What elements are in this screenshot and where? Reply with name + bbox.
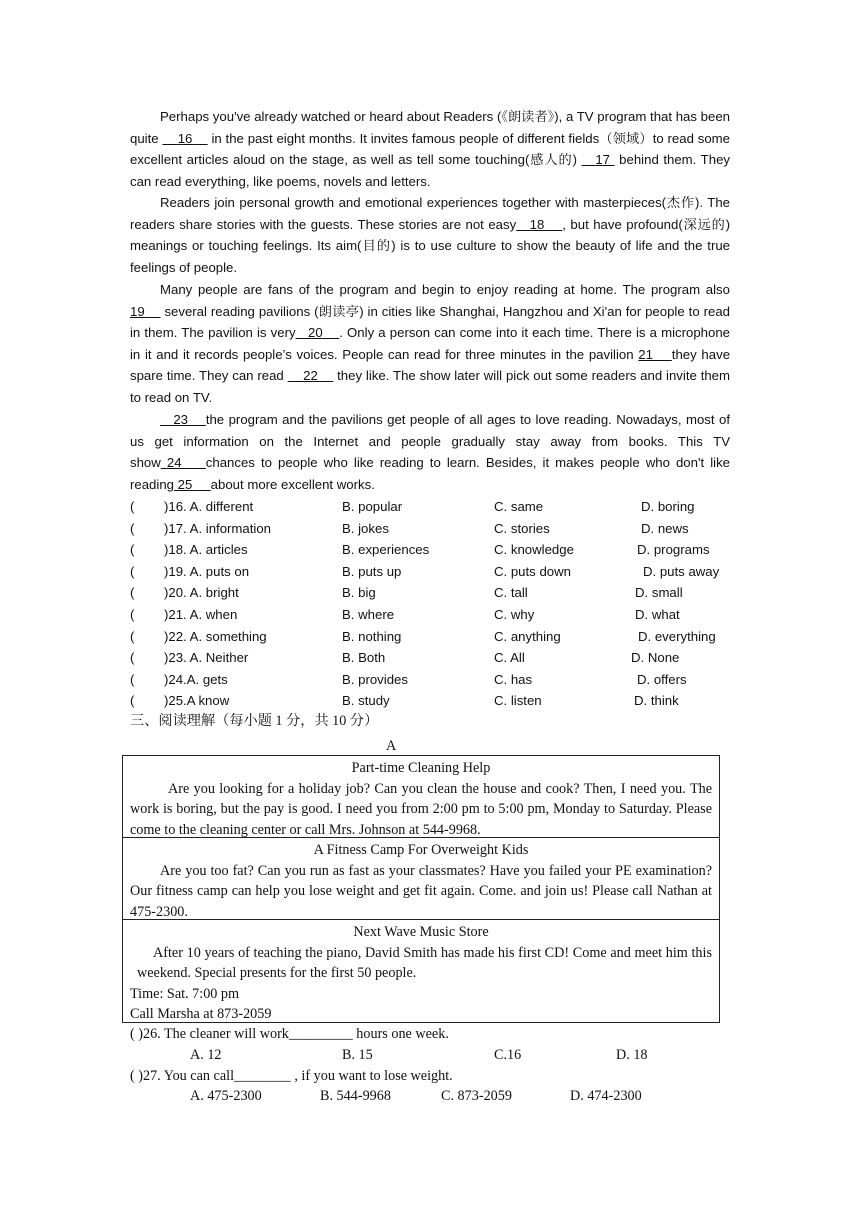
option-c: C. why bbox=[494, 606, 535, 622]
option-a: )20. A. bright bbox=[164, 585, 239, 601]
option-a: A. 475-2300 bbox=[190, 1088, 262, 1104]
option-d: D. puts away bbox=[643, 563, 720, 579]
option-d: D. offers bbox=[637, 671, 687, 687]
ad-title: A Fitness Camp For Overweight Kids bbox=[313, 842, 529, 858]
option-b: B. experiences bbox=[342, 542, 430, 558]
cloze-text: . Only a person can come into it each time. There is a microphone in it and it records people’s voices. People can read for three minutes in the pavilion bbox=[130, 325, 730, 362]
ad-time: Time: Sat. 7:00 pm bbox=[130, 985, 240, 1002]
option-row-21 bbox=[130, 604, 730, 626]
option-row-22 bbox=[130, 626, 730, 648]
option-b: B. popular bbox=[342, 499, 403, 514]
answer-paren: ( bbox=[130, 606, 135, 622]
question-27: ( )27. You can call________ , if you want to lose weight. bbox=[130, 1068, 453, 1084]
option-row-18 bbox=[130, 539, 730, 561]
option-b: B. jokes bbox=[342, 520, 389, 536]
option-c: C. tall bbox=[494, 585, 528, 601]
question-26: ( )26. The cleaner will work_________ hours one week. bbox=[130, 1026, 449, 1042]
cloze-text: Readers join personal growth and emotional experiences together with masterpieces(杰作). The readers share stories with the guests. These stories are not easy bbox=[130, 195, 730, 232]
blank-21: 21 bbox=[638, 346, 653, 362]
option-c: C. has bbox=[494, 671, 533, 687]
blank-19: 19 bbox=[130, 303, 145, 319]
blank-20: 20 bbox=[308, 325, 323, 341]
cloze-text: behind them. They can read everything, like poems, novels and letters. bbox=[130, 152, 730, 189]
option-b: B. Both bbox=[342, 650, 386, 666]
cloze-paragraph-1 bbox=[130, 106, 730, 192]
cloze-text: Perhaps you've already watched or heard about Readers (《朗读者》), a TV program that has been quite bbox=[130, 109, 730, 146]
option-b: B. big bbox=[342, 585, 376, 601]
option-b: B. nothing bbox=[342, 628, 402, 644]
blank-23: 23 bbox=[173, 412, 189, 427]
ad-body: Are you too fat? Can you run as fast as your classmates? Have you failed your PE examination? Our fitness camp can help you lose weight and get fit again. Come. and join us! Please call Nathan at 475-2300. bbox=[130, 862, 712, 920]
option-c: C. puts down bbox=[494, 563, 571, 579]
blank-18: 18 bbox=[529, 216, 545, 232]
option-a: )22. A. something bbox=[164, 628, 267, 644]
option-c: C. All bbox=[494, 650, 525, 666]
option-a: )24.A. gets bbox=[164, 671, 228, 687]
ad-cleaning-help bbox=[122, 755, 720, 838]
blank-25: 25 bbox=[177, 476, 193, 492]
option-row-23 bbox=[130, 647, 730, 669]
option-d: D. think bbox=[634, 693, 679, 709]
option-b: B. 544-9968 bbox=[320, 1088, 391, 1104]
ad-contact: Call Marsha at 873-2059 bbox=[130, 1006, 272, 1023]
cloze-paragraph-3 bbox=[130, 279, 730, 409]
ad-fitness-camp bbox=[122, 837, 720, 920]
option-a: )25.A know bbox=[164, 693, 230, 709]
option-d: D. everything bbox=[638, 628, 716, 644]
answer-paren: ( bbox=[130, 563, 135, 579]
option-a: A. 12 bbox=[190, 1047, 222, 1063]
answer-paren: ( bbox=[130, 520, 135, 536]
option-b: B. where bbox=[342, 606, 395, 622]
option-a: )19. A. puts on bbox=[164, 563, 250, 579]
option-row-24 bbox=[130, 669, 730, 691]
option-row-17 bbox=[130, 518, 730, 540]
option-row-19 bbox=[130, 561, 730, 583]
cloze-text: they like. The show later will pick out some readers and invite them to read on TV. bbox=[130, 368, 731, 405]
option-d: D. boring bbox=[641, 499, 695, 514]
option-b: B. study bbox=[342, 693, 390, 709]
blank-16: 16 bbox=[177, 130, 193, 146]
passage-letter: A bbox=[386, 738, 397, 754]
answer-paren: ( bbox=[130, 585, 135, 601]
answer-paren: ( bbox=[130, 542, 135, 558]
cloze-text: , but have profound(深远的) meanings or touching feelings. Its aim(目的) is to use culture to show the beauty of life and the true feelings of people. bbox=[130, 216, 730, 275]
option-c: C. same bbox=[494, 499, 544, 514]
cloze-text: chances to people who like reading to learn. Besides, it makes people who don't like reading bbox=[130, 455, 730, 492]
cloze-text: they have spare time. They can read bbox=[130, 346, 731, 384]
option-c: C. knowledge bbox=[494, 542, 574, 558]
option-a: )23. A. Neither bbox=[164, 650, 249, 666]
answer-paren: ( bbox=[130, 693, 135, 709]
option-a: )16. A. different bbox=[164, 499, 254, 514]
option-d: D. programs bbox=[637, 542, 710, 558]
option-d: D. 474-2300 bbox=[570, 1088, 642, 1104]
option-a: )18. A. articles bbox=[164, 542, 248, 558]
option-b: B. provides bbox=[342, 671, 408, 687]
option-b: B. 15 bbox=[342, 1047, 373, 1063]
question-26-options bbox=[130, 1045, 730, 1066]
option-c: C. listen bbox=[494, 693, 542, 709]
answer-paren: ( bbox=[130, 671, 135, 687]
ad-body: After 10 years of teaching the piano, David Smith has made his first CD! Come and meet him this weekend. Special presents for the first 50 people. bbox=[137, 944, 712, 982]
option-row-20 bbox=[130, 582, 730, 604]
ad-title: Part-time Cleaning Help bbox=[351, 760, 491, 776]
cloze-text: in the past eight months. It invites famous people of different fields（领域）to read some excellent articles aloud on the stage, as well as tell some touching(感人的) bbox=[130, 130, 731, 168]
option-c: C. stories bbox=[494, 520, 550, 536]
option-c: C. anything bbox=[494, 628, 561, 644]
option-b: B. puts up bbox=[342, 563, 402, 579]
option-d: D. None bbox=[631, 650, 680, 666]
ad-music-store bbox=[122, 919, 720, 1023]
cloze-options bbox=[130, 496, 730, 712]
ad-body: Are you looking for a holiday job? Can you clean the house and cook? Then, I need you. The work is boring, but the pay is good. I need you from 2:00 pm to 5:00 pm, Monday to Saturday. Please come to the cleaning center or call Mrs. Johnson at 544-9968. bbox=[130, 780, 712, 838]
option-a: )21. A. when bbox=[164, 606, 238, 622]
option-c: C. 873-2059 bbox=[441, 1088, 512, 1104]
cloze-paragraph-4 bbox=[130, 409, 730, 495]
option-a: )17. A. information bbox=[164, 520, 272, 536]
option-d: D. 18 bbox=[616, 1047, 648, 1063]
cloze-text: about more excellent works. bbox=[210, 476, 375, 492]
option-c: C.16 bbox=[494, 1047, 522, 1063]
option-d: D. news bbox=[641, 520, 689, 536]
option-row-25 bbox=[130, 690, 730, 712]
cloze-text: several reading pavilions (朗读亭) in cities like Shanghai, Hangzhou and Xi'an for people to read in them. The pavilion is very bbox=[130, 303, 730, 341]
ad-title: Next Wave Music Store bbox=[353, 924, 489, 940]
answer-paren: ( bbox=[130, 650, 135, 666]
section-heading: 三、阅读理解（每小题 1 分，共 10 分） bbox=[130, 713, 379, 729]
option-row-16 bbox=[130, 496, 730, 518]
answer-paren: ( bbox=[130, 628, 135, 644]
cloze-text: the program and the pavilions get people of all ages to love reading. Nowadays, most of us get information on the Internet and people gradually stay away from books. This TV show bbox=[130, 412, 730, 471]
blank-17: 17 bbox=[595, 152, 610, 168]
option-d: D. what bbox=[635, 606, 680, 622]
cloze-text: Many people are fans of the program and begin to enjoy reading at home. The program also bbox=[160, 282, 730, 297]
blank-24: 24 bbox=[166, 455, 182, 471]
cloze-paragraph-2 bbox=[130, 192, 730, 278]
answer-paren: ( bbox=[130, 499, 135, 514]
question-27-options bbox=[130, 1086, 730, 1107]
blank-22: 22 bbox=[303, 368, 318, 384]
option-d: D. small bbox=[635, 585, 683, 601]
